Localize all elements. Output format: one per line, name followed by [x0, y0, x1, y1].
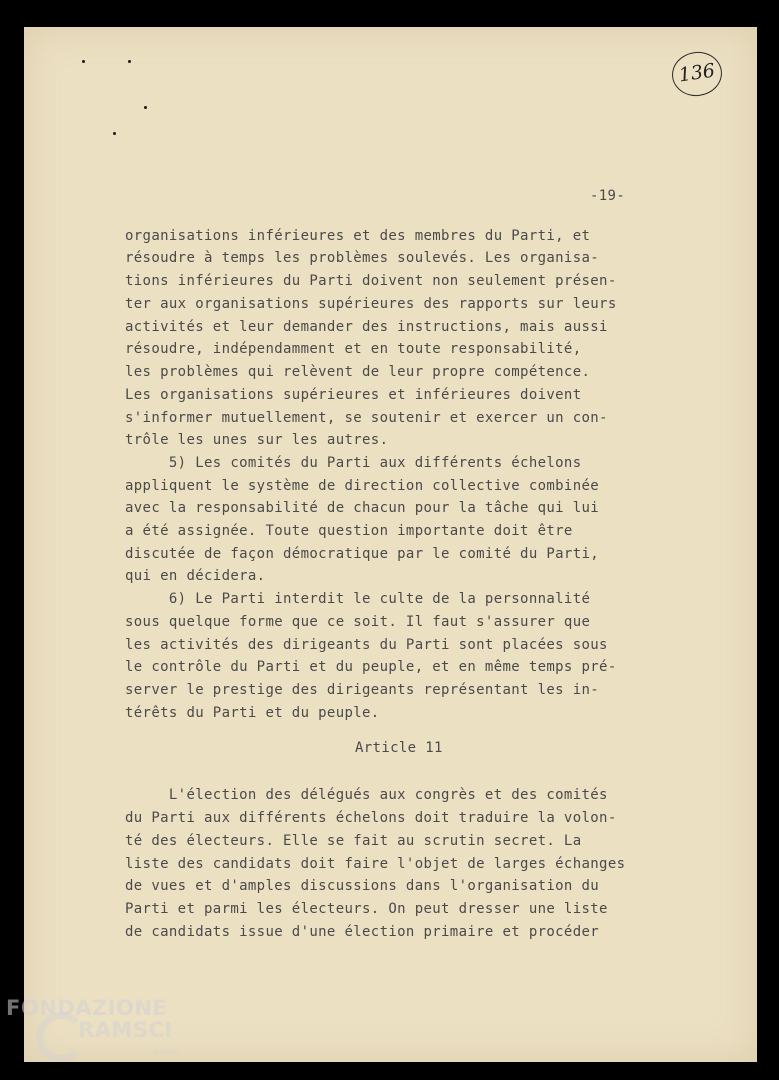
text-line: 6) Le Parti interdit le culte de la personnalité [125, 591, 591, 607]
text-line: du Parti aux différents échelons doit traduire la volon- [125, 810, 617, 826]
text-line: a été assignée. Toute question importante doit être [125, 523, 573, 539]
text-line: organisations inférieures et des membres du Parti, et [125, 228, 591, 244]
text-line: les activités des dirigeants du Parti sont placées sous [125, 637, 608, 653]
text-line: tions inférieures du Parti doivent non seulement présen- [125, 273, 617, 289]
text-line: de vues et d'amples discussions dans l'organisation du [125, 878, 600, 894]
text-line: L'élection des délégués aux congrès et des comités [125, 787, 608, 803]
text-line: Parti et parmi les électeurs. On peut dresser une liste [125, 901, 608, 917]
text-line: liste des candidats doit faire l'objet de larges échanges [125, 856, 626, 872]
text-line: de candidats issue d'une élection primaire et procéder [125, 924, 600, 940]
text-line: activités et leur demander des instructions, mais aussi [125, 319, 608, 335]
page-number: -19- [590, 188, 626, 204]
text-line: 5) Les comités du Parti aux différents échelons [125, 455, 582, 471]
text-line: les problèmes qui relèvent de leur propre compétence. [125, 364, 591, 380]
text-line: ter aux organisations supérieures des rapports sur leurs [125, 296, 617, 312]
text-line: le contrôle du Parti et du peuple, et en même temps pré- [125, 659, 617, 675]
fondazione-gramsci-watermark [6, 996, 196, 1076]
text-line: s'informer mutuellement, se soutenir et exercer un con- [125, 410, 608, 426]
watermark-line: onlus [154, 1048, 179, 1058]
text-line: térêts du Parti et du peuple. [125, 705, 380, 721]
text-line: té des électeurs. Elle se fait au scrutin secret. La [125, 833, 582, 849]
punch-mark [144, 106, 147, 109]
text-line: appliquent le système de direction collective combinée [125, 478, 600, 494]
text-line: Les organisations supérieures et inférieures doivent [125, 387, 582, 403]
folio-number-stamp: 136 [669, 49, 725, 100]
punch-mark [82, 60, 85, 63]
text-line: server le prestige des dirigeants représentant les in- [125, 682, 600, 698]
text-line: qui en décidera. [125, 568, 266, 584]
text-line: sous quelque forme que ce soit. Il faut s'assurer que [125, 614, 591, 630]
punch-mark [128, 60, 131, 63]
punch-mark [113, 132, 116, 135]
watermark-line: RAMSCI [78, 1018, 173, 1042]
text-line: discutée de façon démocratique par le comité du Parti, [125, 546, 600, 562]
article-heading: Article 11 [355, 740, 443, 756]
text-line: avec la responsabilité de chacun pour la tâche qui lui [125, 500, 600, 516]
text-line: résoudre, indépendamment et en toute responsabilité, [125, 341, 582, 357]
text-line: résoudre à temps les problèmes soulevés. Les organisa- [125, 250, 600, 266]
watermark-line: FONDAZIONE [6, 996, 168, 1020]
text-line: trôle les unes sur les autres. [125, 432, 389, 448]
